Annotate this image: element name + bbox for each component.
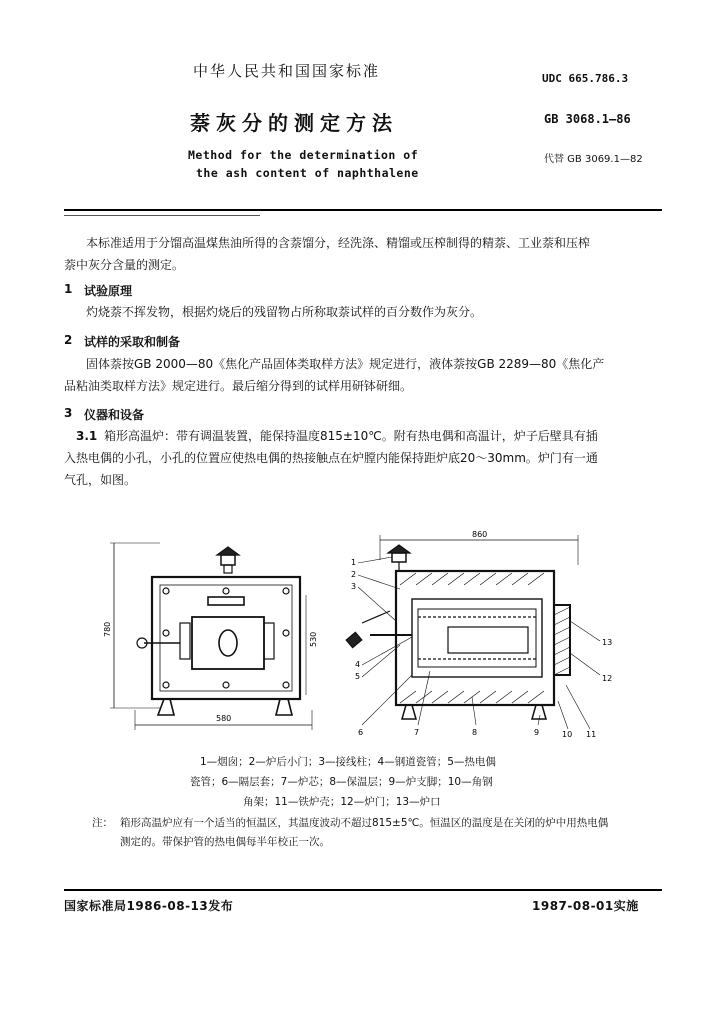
intro-line2: 萘中灰分含量的测定。 bbox=[64, 258, 185, 272]
caption-line3: 角架；11—铁炉壳；12—炉门；13—炉口 bbox=[243, 796, 441, 808]
label-5: 5 bbox=[355, 672, 361, 681]
intro-line1: 本标准适用于分馏高温煤焦油所得的含萘馏分，经洗涤、精馏或压榨制得的精萘、工业萘和压榨 bbox=[86, 236, 591, 250]
furnace-figure bbox=[100, 525, 630, 750]
header-rule bbox=[64, 209, 662, 211]
header-subrule bbox=[64, 215, 260, 216]
label-2: 2 bbox=[351, 570, 357, 579]
clause-3-1-line1: 箱形高温炉：带有调温装置，能保持温度815±10℃。附有热电偶和高温计，炉子后壁具有插 bbox=[104, 429, 598, 443]
label-3: 3 bbox=[351, 582, 357, 591]
section-2-line1: 固体萘按GB 2000—80《焦化产品固体类取样方法》规定进行，液体萘按GB 2289—80《焦化产 bbox=[86, 357, 605, 371]
dim-width-right-label: 860 bbox=[472, 530, 488, 539]
clause-3-1-number: 3.1 bbox=[76, 429, 98, 443]
section-1-text: 灼烧萘不挥发物，根据灼烧后的残留物占所称取萘试样的百分数作为灰分。 bbox=[86, 305, 483, 319]
clause-3-1-line2: 入热电偶的小孔，小孔的位置应使热电偶的热接触点在炉膛内能保持距炉底20～30mm。炉门有一通 bbox=[64, 451, 598, 465]
label-11: 11 bbox=[586, 730, 597, 739]
page-title: 萘灰分的测定方法 bbox=[190, 111, 398, 135]
dim-inner-label: 530 bbox=[309, 631, 318, 647]
gb-number: GB 3068.1—86 bbox=[544, 112, 631, 126]
replaces-note: 代替 GB 3069.1—82 bbox=[544, 154, 643, 165]
caption-line2: 瓷管；6—隔层套；7—炉芯；8—保温层；9—炉支脚；10—角钢 bbox=[190, 776, 493, 788]
label-9: 9 bbox=[534, 728, 540, 737]
section-2-number: 2 bbox=[64, 333, 73, 347]
caption-line1: 1—烟囱；2—炉后小门；3—接线柱；4—钢道瓷管；5—热电偶 bbox=[200, 756, 496, 768]
clause-3-1-line3: 气孔，如图。 bbox=[64, 473, 137, 487]
effective-date: 1987-08-01实施 bbox=[532, 899, 639, 913]
dim-width-left-label: 580 bbox=[216, 714, 232, 723]
section-view-drawing bbox=[346, 535, 600, 729]
section-2-line2: 品粘油类取样方法》规定进行。最后缩分得到的试样用研钵研细。 bbox=[64, 379, 413, 393]
title-en-line1: Method for the determination of bbox=[188, 148, 419, 162]
label-6: 6 bbox=[358, 728, 364, 737]
label-1: 1 bbox=[351, 558, 357, 567]
udc-code: UDC 665.786.3 bbox=[542, 72, 629, 85]
section-1-number: 1 bbox=[64, 282, 73, 296]
front-view-drawing bbox=[110, 543, 312, 730]
note-label: 注： bbox=[92, 817, 113, 829]
section-3-number: 3 bbox=[64, 406, 73, 420]
label-4: 4 bbox=[355, 660, 361, 669]
issued-date: 国家标准局1986-08-13发布 bbox=[64, 899, 234, 913]
section-3-heading: 仪器和设备 bbox=[84, 408, 145, 422]
section-2-heading: 试样的采取和制备 bbox=[84, 335, 181, 349]
label-10: 10 bbox=[562, 730, 573, 739]
label-12: 12 bbox=[602, 674, 613, 683]
label-7: 7 bbox=[414, 728, 420, 737]
standard-org: 中华人民共和国国家标准 bbox=[193, 62, 381, 80]
footer-rule bbox=[64, 889, 662, 891]
section-1-heading: 试验原理 bbox=[84, 284, 133, 298]
label-13: 13 bbox=[602, 638, 613, 647]
note-line1: 箱形高温炉应有一个适当的恒温区，其温度波动不超过815±5℃。恒温区的温度是在关闭的炉中用热电偶 bbox=[120, 817, 609, 829]
note-line2: 测定的。带保护管的热电偶每半年校正一次。 bbox=[120, 836, 330, 848]
label-8: 8 bbox=[472, 728, 478, 737]
dim-height-label: 780 bbox=[103, 621, 112, 637]
title-en-line2: the ash content of naphthalene bbox=[196, 166, 419, 180]
